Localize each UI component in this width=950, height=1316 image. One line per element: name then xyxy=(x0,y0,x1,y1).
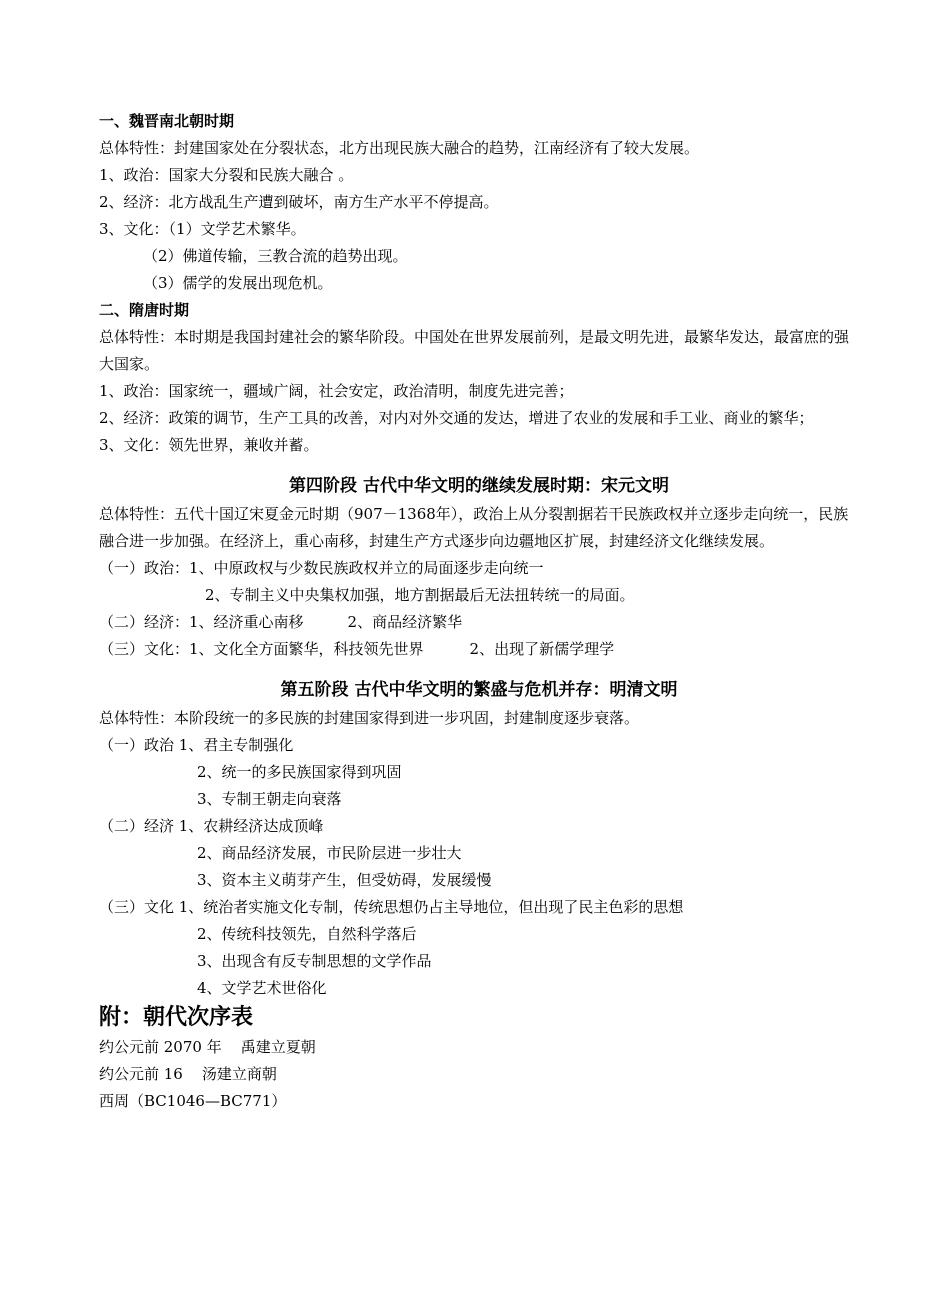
politics-subitem: 2、统一的多民族国家得到巩固 xyxy=(197,763,402,781)
culture-subitem: 4、文学艺术世俗化 xyxy=(197,979,327,997)
politics-item: （一）政治 1、君主专制强化 xyxy=(99,736,294,754)
economy-item: 2、经济：政策的调节，生产工具的改善，对内对外交通的发达，增进了农业的发展和手工业、商业的繁华； xyxy=(99,409,814,427)
document-page xyxy=(99,108,859,1115)
stage-four-heading: 第四阶段 古代中华文明的继续发展时期：宋元文明 xyxy=(289,476,669,496)
politics-item: （一）政治：1、中原政权与少数民族政权并立的局面逐步走向统一 xyxy=(99,559,544,577)
economy-item: 2、经济：北方战乱生产遭到破坏，南方生产水平不停提高。 xyxy=(99,193,499,211)
economy-item: （二）经济 1、农耕经济达成顶峰 xyxy=(99,817,324,835)
overview-text: 总体特性：本时期是我国封建社会的繁华阶段。中国处在世界发展前列，是最文明先进，最繁华发达，最富庶的强大国家。 xyxy=(99,328,850,373)
culture-subitem: 2、传统科技领先，自然科学落后 xyxy=(197,925,417,943)
appendix-heading: 附：朝代次序表 xyxy=(99,1005,254,1030)
culture-item: 2、出现了新儒学理学 xyxy=(469,640,615,658)
culture-row xyxy=(99,636,859,663)
politics-subitem: 3、专制王朝走向衰落 xyxy=(197,790,342,808)
dynasty-row: 西周（BC1046—BC771） xyxy=(99,1092,287,1110)
economy-subitem: 2、商品经济发展，市民阶层进一步壮大 xyxy=(197,844,462,862)
culture-item: 3、文化：领先世界，兼收并蓄。 xyxy=(99,436,319,454)
dynasty-row: 约公元前 16 汤建立商朝 xyxy=(99,1065,277,1083)
culture-item: 3、文化：（1）文学艺术繁华。 xyxy=(99,220,306,238)
culture-item: （三）文化：1、文化全方面繁华，科技领先世界 xyxy=(99,640,424,658)
culture-subitem: 3、出现含有反专制思想的文学作品 xyxy=(197,952,432,970)
section-heading-sui-tang: 二、隋唐时期 xyxy=(99,301,190,319)
economy-item: 2、商品经济繁华 xyxy=(347,613,463,631)
overview-text: 总体特性：五代十国辽宋夏金元时期（907－1368年），政治上从分裂割据若干民族政权并立逐步走向统一，民族融合进一步加强。在经济上，重心南移，封建生产方式逐步向边疆地区扩展，封建经济文化继续发展。 xyxy=(99,505,849,550)
overview-text: 总体特性：封建国家处在分裂状态，北方出现民族大融合的趋势，江南经济有了较大发展。 xyxy=(99,139,700,157)
economy-subitem: 3、资本主义萌芽产生，但受妨碍，发展缓慢 xyxy=(197,871,492,889)
section-heading-wei-jin: 一、魏晋南北朝时期 xyxy=(99,112,235,130)
culture-subitem: （3）儒学的发展出现危机。 xyxy=(143,274,333,292)
culture-item: （三）文化 1、统治者实施文化专制，传统思想仍占主导地位，但出现了民主色彩的思想 xyxy=(99,898,684,916)
dynasty-row: 约公元前 2070 年 禹建立夏朝 xyxy=(99,1038,316,1056)
politics-item: 1、政治：国家大分裂和民族大融合 。 xyxy=(99,166,354,184)
culture-subitem: （2）佛道传输，三教合流的趋势出现。 xyxy=(143,247,408,265)
politics-subitem: 2、专制主义中央集权加强，地方割据最后无法扭转统一的局面。 xyxy=(205,586,635,604)
overview-text: 总体特性：本阶段统一的多民族的封建国家得到进一步巩固，封建制度逐步衰落。 xyxy=(99,709,640,727)
economy-item: （二）经济：1、经济重心南移 xyxy=(99,613,304,631)
politics-item: 1、政治：国家统一，疆域广阔，社会安定，政治清明，制度先进完善； xyxy=(99,382,574,400)
economy-row xyxy=(99,609,859,636)
stage-five-heading: 第五阶段 古代中华文明的繁盛与危机并存：明清文明 xyxy=(280,680,678,700)
